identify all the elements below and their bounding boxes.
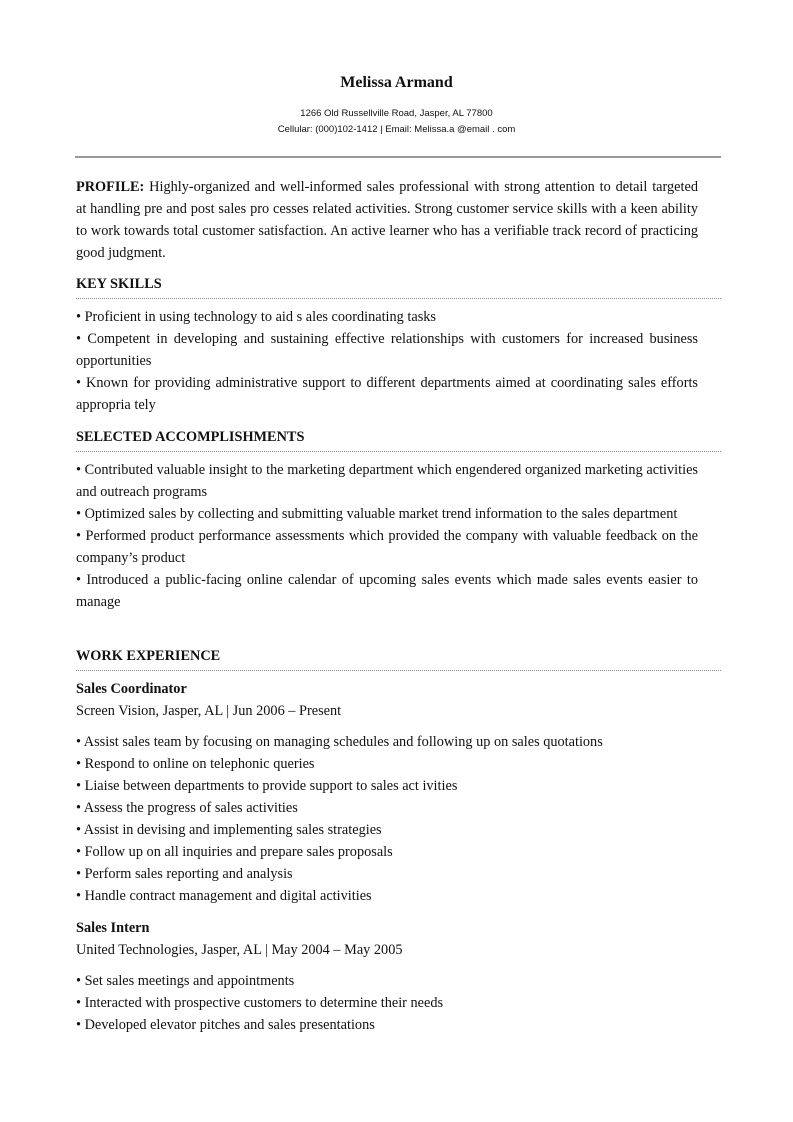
job-meta: United Technologies, Jasper, AL | May 2004 – May 2005 (76, 942, 403, 958)
list-item: • Assess the progress of sales activities (76, 800, 298, 816)
experience-divider (76, 670, 721, 671)
list-item: • Optimized sales by collecting and submitting valuable market trend information to the sales department (76, 506, 678, 522)
job-meta: Screen Vision, Jasper, AL | Jun 2006 – Present (76, 703, 342, 719)
key-skills-divider (76, 298, 721, 299)
list-item: • Follow up on all inquiries and prepare sales proposals (76, 844, 393, 860)
header-divider (75, 156, 721, 158)
list-item: • Competent in developing and sustaining effective relationships with customers for increased business opportunities (76, 331, 698, 369)
list-item: • Known for providing administrative support to different departments aimed at coordinating sales efforts appropria tely (76, 375, 698, 413)
accomplishments-list (76, 459, 698, 613)
job-title: Sales Coordinator (76, 681, 187, 697)
list-item: • Perform sales reporting and analysis (76, 866, 293, 882)
accomplishments-heading: SELECTED ACCOMPLISHMENTS (76, 429, 305, 445)
list-item: • Contributed valuable insight to the marketing department which engendered organized marketing activities and outreach programs (76, 462, 698, 500)
profile-text: Highly-organized and well-informed sales professional with strong attention to detail targeted at handling pre and post sales pro cesses related activities. Strong customer service skills with a keen ability to work towards total customer satisfaction. An active learner who has a verifiable track record of practicing good judgment. (76, 179, 698, 261)
list-item: • Introduced a public-facing online calendar of upcoming sales events which made sales events easier to manage (76, 572, 698, 610)
list-item: • Assist in devising and implementing sales strategies (76, 822, 382, 838)
contact-line: Cellular: (000)102-1412 | Email: Melissa.a @email . com (277, 124, 516, 135)
list-item: • Interacted with prospective customers to determine their needs (76, 995, 444, 1011)
profile-section (76, 176, 698, 264)
list-item: • Respond to online on telephonic queries (76, 756, 315, 772)
experience-heading: WORK EXPERIENCE (76, 648, 221, 664)
list-item: • Performed product performance assessments which provided the company with valuable feedback on the company’s product (76, 528, 698, 566)
job-title: Sales Intern (76, 920, 150, 936)
list-item: • Proficient in using technology to aid s ales coordinating tasks (76, 309, 436, 325)
list-item: • Handle contract management and digital activities (76, 888, 372, 904)
job-duties-list (76, 731, 698, 907)
key-skills-heading: KEY SKILLS (76, 276, 162, 292)
list-item: • Set sales meetings and appointments (76, 973, 295, 989)
address-line: 1266 Old Russellville Road, Jasper, AL 77800 (300, 108, 493, 119)
list-item: • Liaise between departments to provide support to sales act ivities (76, 778, 458, 794)
profile-label: PROFILE: (76, 179, 145, 195)
accomplishments-divider (76, 451, 721, 452)
job-duties-list (76, 970, 698, 1036)
key-skills-list (76, 306, 698, 416)
candidate-name: Melissa Armand (340, 74, 453, 91)
list-item: • Developed elevator pitches and sales presentations (76, 1017, 375, 1033)
list-item: • Assist sales team by focusing on managing schedules and following up on sales quotations (76, 734, 603, 750)
